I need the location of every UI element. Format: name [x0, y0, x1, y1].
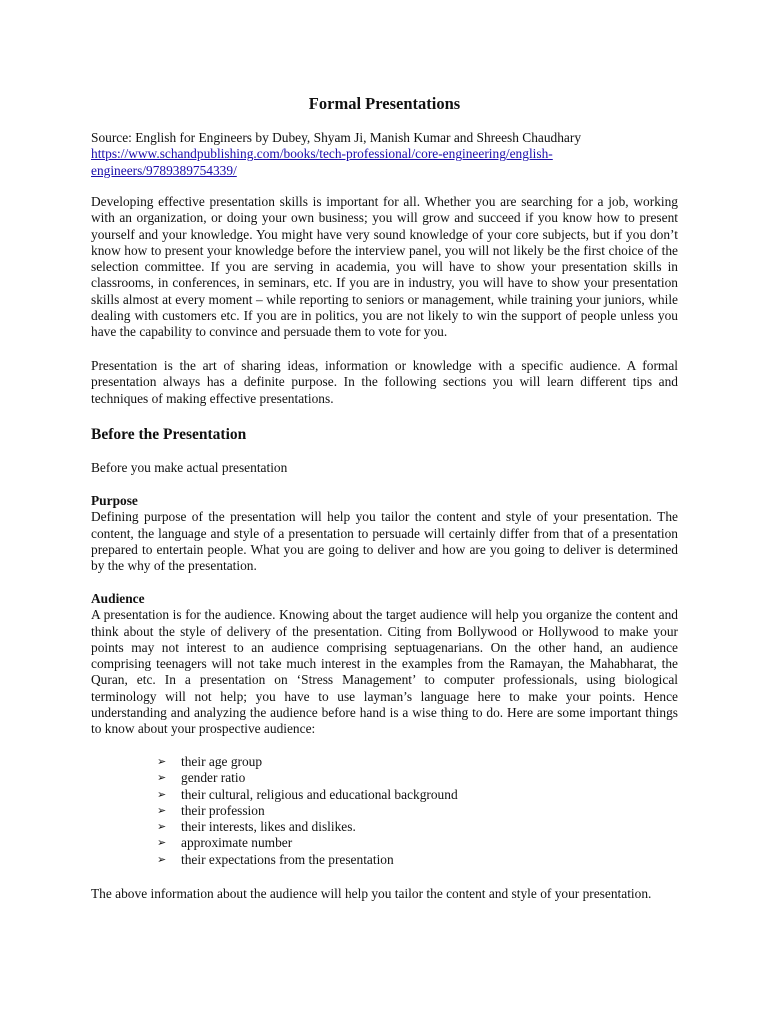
- arrow-bullet-icon: ➢: [157, 803, 167, 817]
- source-link[interactable]: https://www.schandpublishing.com/books/tech-professional/core-engineering/english-engineers/9789389754339/: [91, 146, 553, 178]
- purpose-text: Defining purpose of the presentation will help you tailor the content and style of your presentation. The content, the language and style of a presentation to persuade will certainly differ from that of a presentation prepared to entertain people. What you are going to deliver and how are you going to deliver is determined by the why of the presentation.: [91, 509, 678, 574]
- section-intro: Before you make actual presentation: [91, 460, 288, 475]
- arrow-bullet-icon: ➢: [157, 787, 167, 801]
- arrow-bullet-icon: ➢: [157, 820, 167, 834]
- arrow-bullet-icon: ➢: [157, 836, 167, 850]
- arrow-bullet-icon: ➢: [157, 771, 167, 785]
- list-item: ➢ their expectations from the presentation: [157, 851, 394, 867]
- list-item: ➢ their interests, likes and dislikes.: [157, 819, 356, 835]
- audience-text: A presentation is for the audience. Knowing about the target audience will help you organize the content and think about the style of delivery of the presentation. Citing from Bollywood or Hollywood to make your points may not interest to an audience comprising septuagenarians. On the other hand, an audience comprising teenagers will not take much interest in the examples from the Ramayan, the Mahabharat, the Quran, etc. In a presentation on ‘Stress Management’ to computer professionals, using biological terminology will not help; you have to use layman’s language here to make your points. Hence understanding and analyzing the audience before hand is a wise thing to do. Here are some important things to know about your prospective audience:: [91, 607, 678, 737]
- source-block: [91, 130, 678, 179]
- purpose-heading: Purpose: [91, 493, 138, 508]
- audience-heading: Audience: [91, 591, 145, 606]
- list-item: ➢ approximate number: [157, 835, 293, 851]
- closing-paragraph: The above information about the audience will help you tailor the content and style of your presentation.: [91, 886, 652, 901]
- intro-paragraph: Developing effective presentation skills is important for all. Whether you are searching for a job, working with an organization, or doing your own business; you will grow and succeed if you know how to present yourself and your knowledge. You might have very sound knowledge of your core subjects, but if you don’t know how to present your knowledge before the interview panel, you will not likely be the first choice of the selection committee. If you are serving in academia, you will have to show your presentation skills in classrooms, in conferences, in seminars, etc. If you are in industry, you will have to show your presentation skills almost at every moment – while reporting to seniors or management, while training your juniors, while dealing with customers etc. If you are in politics, you are not likely to win the support of people unless you have the capability to convince and persuade them to vote for you.: [91, 194, 678, 340]
- section-heading-before-presentation: Before the Presentation: [91, 426, 247, 443]
- arrow-bullet-icon: ➢: [157, 852, 167, 866]
- audience-list: [157, 754, 458, 868]
- list-item: ➢ their profession: [157, 802, 265, 818]
- list-item: ➢ gender ratio: [157, 770, 246, 786]
- definition-paragraph: Presentation is the art of sharing ideas, information or knowledge with a specific audience. A formal presentation always has a definite purpose. In the following sections you will learn different tips and techniques of making effective presentations.: [91, 358, 678, 406]
- list-item: ➢ their cultural, religious and educational background: [157, 786, 458, 802]
- purpose-block: [91, 493, 678, 574]
- source-citation: Source: English for Engineers by Dubey, Shyam Ji, Manish Kumar and Shreesh Chaudhary: [91, 130, 582, 145]
- audience-block: [91, 591, 678, 738]
- list-item: ➢ their age group: [157, 754, 263, 769]
- document-title: Formal Presentations: [308, 94, 461, 113]
- arrow-bullet-icon: ➢: [157, 755, 167, 768]
